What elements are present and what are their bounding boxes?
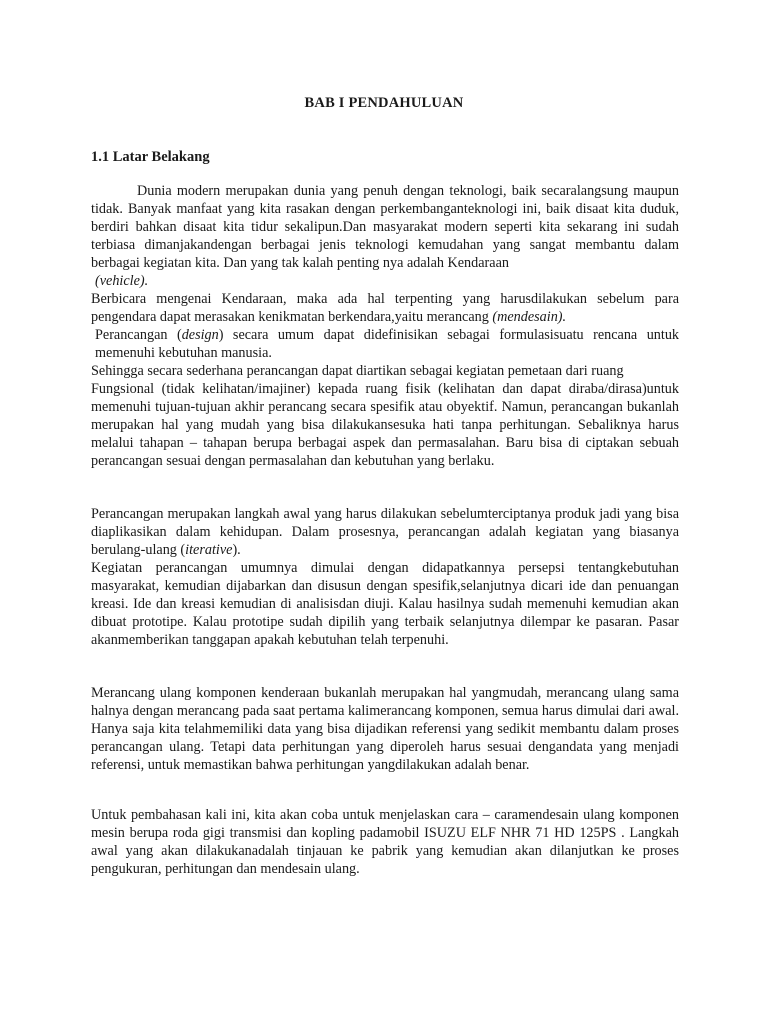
paragraph-redesign <box>91 684 679 774</box>
paragraph-vehicle-term <box>91 272 679 290</box>
paragraph-mapping <box>91 362 679 380</box>
paragraph-discussion <box>91 806 679 878</box>
paragraph-text: Perancangan merupakan langkah awal yang harus dilakukan sebelumterciptanya produk jadi yang bisa diaplikasikan dalam kehidupan. Dalam prosesnya, perancangan adalah kegiatan yang biasanya berulang-ulang ( <box>91 506 679 558</box>
paragraph-functional <box>91 380 679 470</box>
italic-term-mendesain: (mendesain). <box>492 309 567 325</box>
text-block-intro <box>91 182 679 470</box>
text-block-design-process <box>91 505 679 649</box>
paragraph-design-definition <box>91 326 679 362</box>
text-block-discussion <box>91 806 679 878</box>
paragraph-text: Perancangan ( <box>95 327 182 343</box>
italic-term-iterative: iterative <box>185 542 233 558</box>
paragraph-text: Dunia modern merupakan dunia yang penuh dengan teknologi, baik secaralangsung maupun tidak. Banyak manfaat yang kita rasakan dengan perkembanganteknologi ini, baik disaat kita duduk, berdiri bahkan disaat kita tidur sekalipun.Dan masyarakat modern seperti kita sekarang ini sudah terbiasa dimanjakandengan berbagai jenis teknologi kemudahan yang sangat membantu dalam berbagai kegiatan kita. Dan yang tak kalah penting nya adalah Kendaraan <box>91 183 679 271</box>
chapter-title: BAB I PENDAHULUAN <box>304 95 464 111</box>
paragraph-modern-world <box>91 182 679 272</box>
paragraph-text: Fungsional (tidak kelihatan/imajiner) kepada ruang fisik (kelihatan dan dapat diraba/dirasa)untuk memenuhi tujuan-tujuan akhir perancang secara spesifik atau obyektif. Namun, perancangan bukanlah merupakan hal yang mudah yang bisa dilakukansesuka hati tanpa perhitungan. Sebaliknya harus melalui tahapan – tahapan berupa berbagai aspek dan permasalahan. Baru bisa di ciptakan sebuah perancangan sesuai dengan permasalahan dan kebutuhan yang berlaku. <box>91 381 679 469</box>
paragraph-text: ) secara umum dapat didefinisikan sebagai formulasisuatu rencana untuk memenuhi kebutuhan manusia. <box>95 327 680 361</box>
italic-term-vehicle: (vehicle). <box>95 273 149 289</box>
italic-term-design: design <box>181 327 219 343</box>
paragraph-design-activity <box>91 559 679 649</box>
paragraph-text: Merancang ulang komponen kenderaan bukanlah merupakan hal yangmudah, merancang ulang sama halnya dengan merancang pada saat pertama kalimerancang komponen, semua harus dimulai dari awal. Hanya saja kita telahmemiliki data yang bisa dijadikan referensi yang sedikit membantu dalam proses perancangan ulang. Tetapi data perhitungan yang diperoleh harus sesuai dengandata yang menjadi referensi, untuk memastikan bahwa perhitungan yangdilakukan adalah benar. <box>91 685 679 773</box>
paragraph-text: Sehingga secara sederhana perancangan dapat diartikan sebagai kegiatan pemetaan dari ruang <box>91 363 624 379</box>
paragraph-first-step <box>91 505 679 559</box>
paragraph-text: Untuk pembahasan kali ini, kita akan coba untuk menjelaskan cara – caramendesain ulang komponen mesin berupa roda gigi transmisi dan kopling padamobil ISUZU ELF NHR 71 HD 125PS . Langkah awal yang akan dilakukanadalah tinjauan ke pabrik yang kemudian akan dilanjutkan ke proses pengukuran, perhitungan dan mendesain ulang. <box>91 807 679 877</box>
text-block-redesign <box>91 684 679 774</box>
section-heading: 1.1 Latar Belakang <box>91 149 210 165</box>
paragraph-vehicles <box>91 290 679 326</box>
paragraph-text: Berbicara mengenai Kendaraan, maka ada hal terpenting yang harusdilakukan sebelum para pengendara dapat merasakan kenikmatan berkendara,yaitu merancang <box>91 291 679 325</box>
paragraph-text: Kegiatan perancangan umumnya dimulai dengan didapatkannya persepsi tentangkebutuhan masyarakat, kemudian dijabarkan dan disusun dengan spesifik,selanjutnya dicari ide dan penuangan kreasi. Ide dan kreasi kemudian di analisisdan diuji. Kalau hasilnya sudah memenuhi kemudian akan dibuat prototipe. Kalau prototipe sudah dipilih yang terbaik selanjutnya dilempar ke pasaran. Pasar akanmemberikan tanggapan apakah kebutuhan telah terpenuhi. <box>91 560 679 648</box>
paragraph-text: ). <box>232 542 241 558</box>
